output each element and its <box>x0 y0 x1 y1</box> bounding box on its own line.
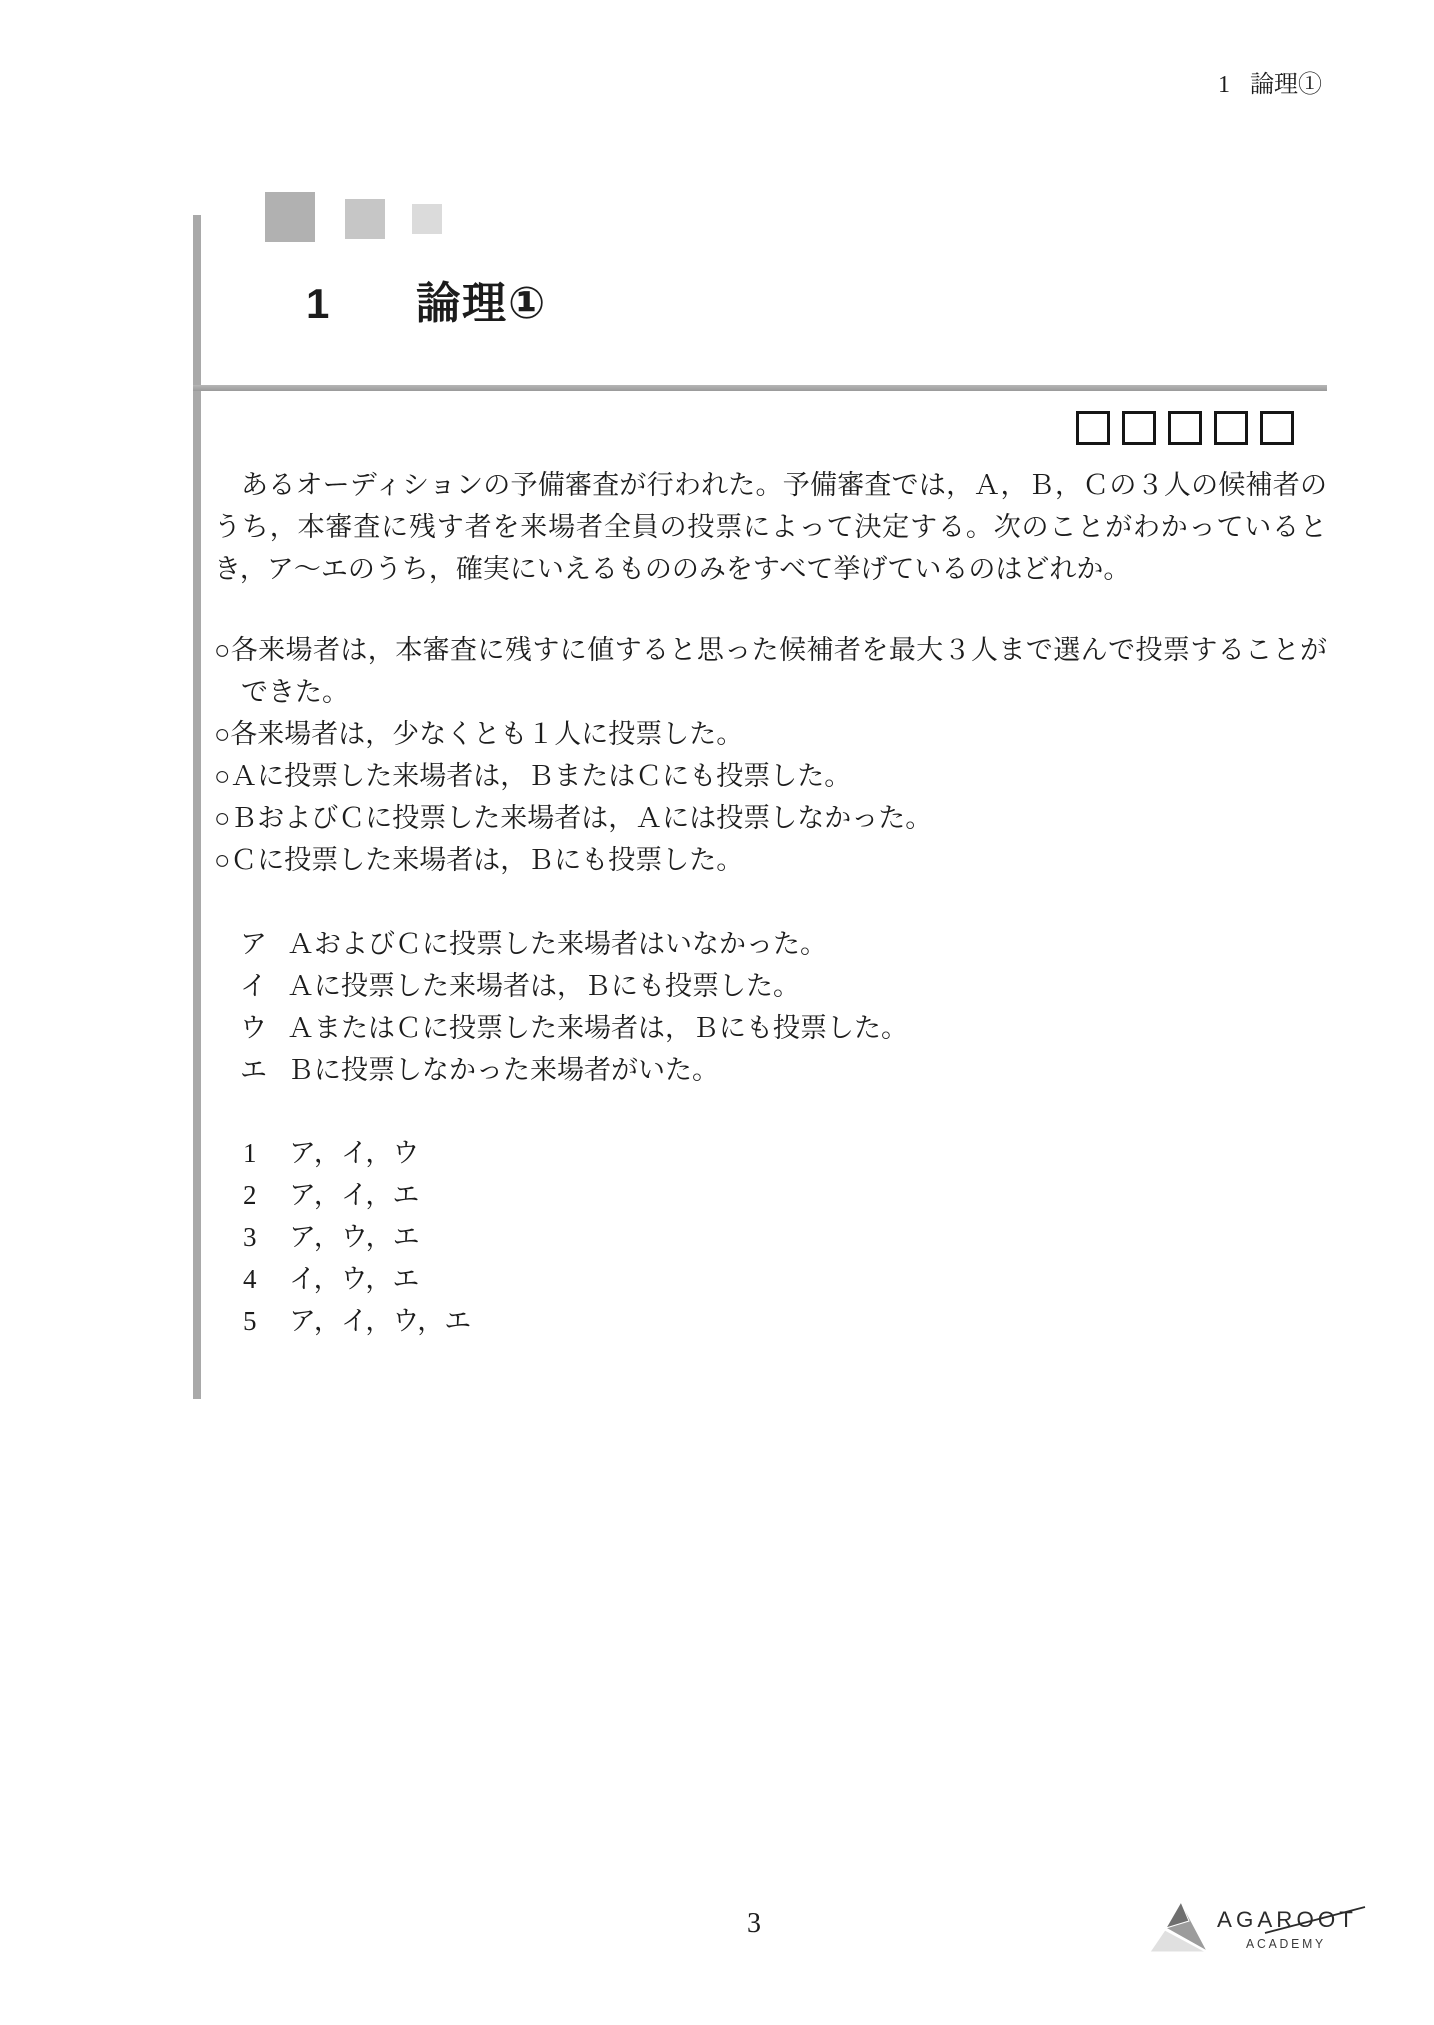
answer-checkbox-row <box>1076 411 1294 445</box>
option-number: 1 <box>243 1138 257 1168</box>
answer-checkbox-5[interactable] <box>1260 411 1294 445</box>
chapter-title-block <box>0 280 1434 340</box>
condition-item: ○ＢおよびＣに投票した来場者は，Ａには投票しなかった。 <box>214 803 933 833</box>
option-text: ア，イ，エ <box>289 1180 420 1210</box>
statement-label: イ <box>240 971 267 1001</box>
option-item-3 <box>214 1216 1327 1258</box>
chapter-title: 論理① <box>416 279 548 328</box>
statement-label: ウ <box>240 1013 267 1043</box>
statement-text: ＡおよびＣに投票した来場者はいなかった。 <box>287 929 827 959</box>
option-item-4 <box>214 1258 1327 1300</box>
statement-label: エ <box>240 1055 267 1085</box>
condition-item: ○Ｃに投票した来場者は，Ｂにも投票した。 <box>214 845 744 875</box>
statement-text: Ａに投票した来場者は，Ｂにも投票した。 <box>287 971 800 1001</box>
statement-item <box>214 923 1327 965</box>
deco-square-medium <box>345 199 385 239</box>
option-number: 4 <box>243 1264 257 1294</box>
condition-item: ○各来場者は，本審査に残すに値すると思った候補者を最大３人まで選んで投票することができた。 <box>214 635 1327 707</box>
option-list <box>214 1132 1327 1342</box>
section-side-bar <box>193 215 201 1399</box>
condition-item: ○各来場者は，少なくとも１人に投票した。 <box>214 719 744 749</box>
question-body <box>214 464 1327 1342</box>
answer-checkbox-4[interactable] <box>1214 411 1248 445</box>
page-number: 3 <box>747 1908 761 1939</box>
svg-text:ACADEMY: ACADEMY <box>1246 1936 1326 1951</box>
statement-text: Ｂに投票しなかった来場者がいた。 <box>287 1055 719 1085</box>
option-text: ア，ウ，エ <box>289 1222 420 1252</box>
chapter-number: 1 <box>306 280 330 327</box>
answer-checkbox-2[interactable] <box>1122 411 1156 445</box>
deco-square-large <box>265 192 315 242</box>
running-header-number: 1 <box>1218 72 1230 98</box>
running-header-title: 論理① <box>1250 72 1322 98</box>
option-text: ア，イ，ウ，エ <box>289 1306 472 1336</box>
statement-item <box>214 965 1327 1007</box>
deco-square-small <box>412 204 442 234</box>
title-rule <box>193 385 1327 391</box>
statement-list <box>214 923 1327 1091</box>
statement-text: ＡまたはＣに投票した来場者は，Ｂにも投票した。 <box>287 1013 908 1043</box>
option-number: 2 <box>243 1180 257 1210</box>
option-number: 3 <box>243 1222 257 1252</box>
statement-item <box>214 1049 1327 1091</box>
running-header <box>1218 70 1322 100</box>
option-item-5 <box>214 1300 1327 1342</box>
statement-item <box>214 1007 1327 1049</box>
answer-checkbox-1[interactable] <box>1076 411 1110 445</box>
answer-checkbox-3[interactable] <box>1168 411 1202 445</box>
option-item-2 <box>214 1174 1327 1216</box>
condition-item: ○Ａに投票した来場者は，ＢまたはＣにも投票した。 <box>214 761 852 791</box>
svg-text:AGAROOT: AGAROOT <box>1217 1907 1357 1932</box>
option-text: ア，イ，ウ <box>289 1138 420 1168</box>
question-intro: あるオーディションの予備審査が行われた。予備審査では，Ａ，Ｂ，Ｃの３人の候補者のうち，本審査に残す者を来場者全員の投票によって決定する。次のことがわかっているとき，ア～エのうち，確実にいえるもののみをすべて挙げているのはどれか。 <box>214 470 1327 584</box>
statement-label: ア <box>240 929 267 959</box>
option-item-1 <box>214 1132 1327 1174</box>
option-number: 5 <box>243 1306 257 1336</box>
option-text: イ，ウ，エ <box>289 1264 420 1294</box>
agaroot-logo <box>1145 1896 1369 1960</box>
agaroot-triangle-icon <box>1145 1896 1369 1960</box>
condition-list <box>214 629 1327 881</box>
